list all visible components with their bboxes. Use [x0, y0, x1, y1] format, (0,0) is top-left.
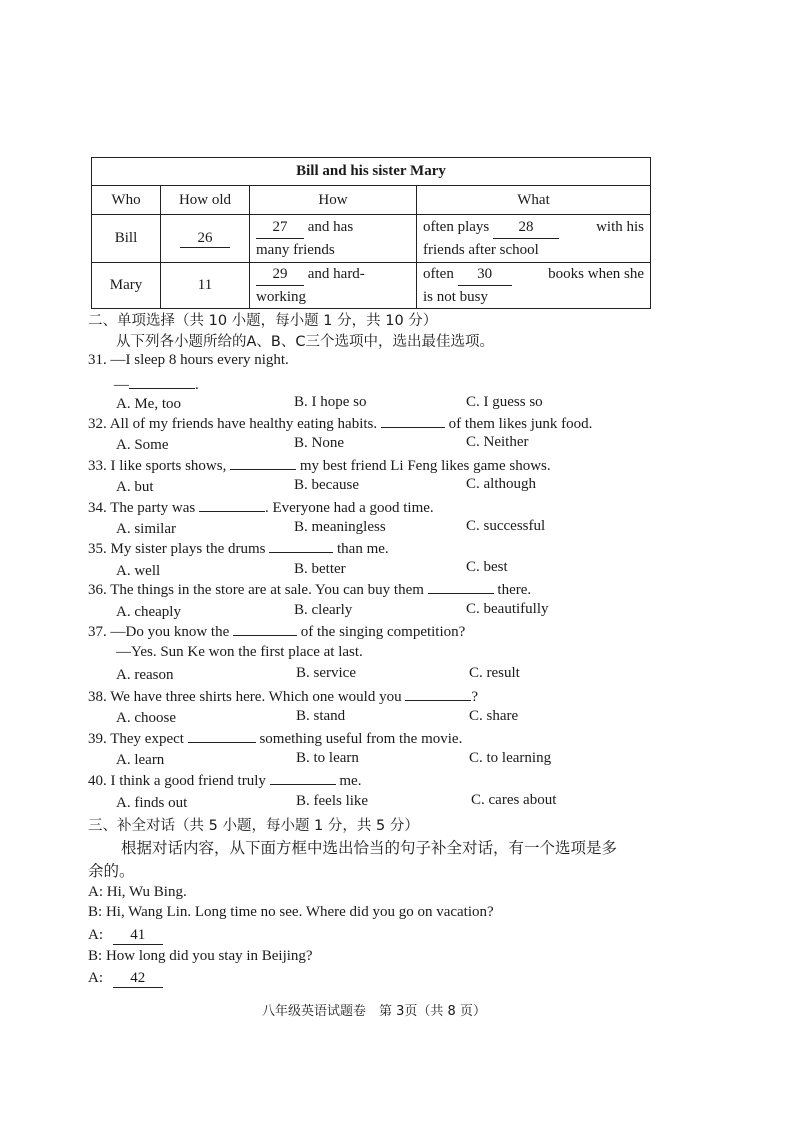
- cell-what: [417, 263, 651, 309]
- option-b: B. to learn: [296, 750, 359, 766]
- page-footer: 八年级英语试题卷 第 3页（共 8 页）: [262, 1004, 486, 1019]
- answer-blank: [129, 374, 195, 389]
- question-number: 39.: [88, 731, 107, 747]
- option-c: C. successful: [466, 518, 546, 534]
- answer-blank: [188, 730, 256, 743]
- answer-blank: [381, 415, 445, 428]
- speaker: A:: [88, 884, 103, 900]
- question-text: They expect: [110, 731, 184, 747]
- question-text: The things in the store are at sale. You can buy them: [110, 582, 424, 598]
- question-text: My sister plays the drums: [110, 541, 266, 557]
- question-39: [88, 730, 462, 748]
- question-31: [88, 352, 289, 369]
- option-b: B. better: [294, 561, 346, 577]
- question-number: 37.: [88, 624, 107, 640]
- question-31-answer-line: [114, 374, 199, 394]
- question-text: my best friend Li Feng likes game shows.: [299, 458, 551, 474]
- question-number: 31.: [88, 352, 107, 368]
- option-c: C. beautifully: [466, 601, 549, 617]
- cell-who: Mary: [92, 263, 161, 309]
- question-32: [88, 415, 592, 433]
- cell-age: 11: [161, 263, 250, 309]
- section3-instruction-cont: 余的。: [88, 862, 135, 880]
- period: .: [195, 377, 199, 393]
- option-c: C. cares about: [471, 792, 557, 808]
- dialogue-line: [88, 904, 494, 921]
- option-c: C. best: [466, 559, 508, 575]
- question-text: there.: [497, 582, 532, 598]
- option-a: A. reason: [116, 667, 174, 683]
- option-a: A. but: [116, 479, 154, 495]
- question-text: I think a good friend truly: [110, 773, 266, 789]
- blank-26: 26: [180, 230, 230, 248]
- blank-30: 30: [458, 263, 512, 286]
- question-text: . Everyone had a good time.: [264, 500, 434, 516]
- dialogue-line: [88, 884, 187, 901]
- header-what: What: [417, 186, 651, 215]
- dialogue-line: [88, 948, 313, 965]
- answer-blank: [199, 499, 265, 512]
- blank-41: 41: [113, 927, 163, 945]
- question-text: ?: [471, 689, 478, 705]
- question-number: 40.: [88, 773, 107, 789]
- option-a: A. Some: [116, 437, 169, 453]
- speaker: A:: [88, 970, 103, 986]
- dialogue-line: [88, 970, 163, 988]
- question-text: of the singing competition?: [300, 624, 466, 640]
- question-35: [88, 540, 389, 558]
- option-a: A. cheaply: [116, 604, 181, 620]
- question-number: 35.: [88, 541, 107, 557]
- how-text: and has: [307, 219, 354, 235]
- question-text: The party was: [110, 500, 196, 516]
- answer-blank: [269, 540, 333, 553]
- option-a: A. well: [116, 563, 161, 579]
- question-33: [88, 457, 551, 475]
- table-row: [92, 215, 651, 263]
- question-34: [88, 499, 434, 517]
- cell-how: [250, 263, 417, 309]
- question-text: than me.: [337, 541, 389, 557]
- option-a: A. choose: [116, 710, 176, 726]
- dialogue-text: How long did you stay in Beijing?: [105, 948, 313, 964]
- question-37: [88, 623, 465, 641]
- section2-instruction: 从下列各小题所给的A、B、C三个选项中，选出最佳选项。: [116, 334, 494, 350]
- table-title: Bill and his sister Mary: [92, 158, 651, 186]
- option-b: B. None: [294, 435, 344, 451]
- header-who: Who: [92, 186, 161, 215]
- cell-age: [161, 215, 250, 263]
- option-b: B. feels like: [296, 793, 369, 809]
- question-text: I like sports shows,: [110, 458, 227, 474]
- blank-42: 42: [113, 970, 163, 988]
- question-text: —Do you know the: [110, 624, 230, 640]
- header-how: How: [250, 186, 417, 215]
- question-number: 34.: [88, 500, 107, 516]
- what-text: often plays: [423, 219, 490, 235]
- question-number: 32.: [88, 416, 107, 432]
- question-36: [88, 581, 531, 599]
- question-text: something useful from the movie.: [259, 731, 463, 747]
- option-a: A. learn: [116, 752, 165, 768]
- how-text: working: [256, 289, 306, 305]
- what-text: with his: [596, 219, 644, 235]
- option-c: C. Neither: [466, 434, 529, 450]
- what-text: friends after school: [423, 242, 539, 258]
- section3-heading: 三、补全对话（共 5 小题，每小题 1 分，共 5 分）: [88, 818, 419, 834]
- question-number: 33.: [88, 458, 107, 474]
- option-b: B. clearly: [294, 602, 353, 618]
- blank-28: 28: [493, 216, 559, 239]
- option-a: A. similar: [116, 521, 176, 537]
- option-c: C. share: [469, 708, 519, 724]
- option-c: C. I guess so: [466, 394, 543, 410]
- section2-heading: 二、单项选择（共 10 小题，每小题 1 分，共 10 分）: [88, 313, 438, 329]
- answer-blank: [270, 772, 336, 785]
- option-b: B. because: [294, 477, 359, 493]
- option-b: B. I hope so: [294, 394, 367, 410]
- speaker: B:: [88, 904, 103, 920]
- speaker: A:: [88, 927, 103, 943]
- dialogue-text: Hi, Wang Lin. Long time no see. Where did you go on vacation?: [105, 904, 494, 920]
- question-37-reply: —Yes. Sun Ke won the first place at last.: [116, 644, 363, 660]
- question-text: —I sleep 8 hours every night.: [110, 352, 289, 368]
- answer-blank: [230, 457, 296, 470]
- answer-blank: [233, 623, 297, 636]
- option-a: A. finds out: [116, 795, 188, 811]
- question-number: 38.: [88, 689, 107, 705]
- blank-27: 27: [256, 216, 304, 239]
- info-table: [91, 157, 651, 309]
- answer-blank: [405, 688, 471, 701]
- dash: —: [114, 377, 129, 393]
- option-c: C. although: [466, 476, 536, 492]
- option-b: B. meaningless: [294, 519, 386, 535]
- question-38: [88, 688, 478, 706]
- option-c: C. result: [469, 665, 520, 681]
- how-text: and hard-: [307, 266, 365, 282]
- question-text: of them likes junk food.: [448, 416, 593, 432]
- what-text: is not busy: [423, 289, 489, 305]
- question-text: We have three shirts here. Which one would you: [110, 689, 402, 705]
- question-number: 36.: [88, 582, 107, 598]
- section3-instruction: 根据对话内容，从下面方框中选出恰当的句子补全对话，有一个选项是多: [121, 839, 618, 857]
- dialogue-line: [88, 927, 163, 945]
- header-how-old: How old: [161, 186, 250, 215]
- table-row: [92, 263, 651, 309]
- cell-who: Bill: [92, 215, 161, 263]
- cell-what: [417, 215, 651, 263]
- question-40: [88, 772, 361, 790]
- what-text: often: [423, 266, 454, 282]
- blank-29: 29: [256, 263, 304, 286]
- what-text: books when she: [548, 266, 644, 282]
- option-a: A. Me, too: [116, 396, 181, 412]
- question-text: me.: [339, 773, 362, 789]
- option-b: B. stand: [296, 708, 346, 724]
- dialogue-text: Hi, Wu Bing.: [106, 884, 187, 900]
- option-c: C. to learning: [469, 750, 552, 766]
- question-text: All of my friends have healthy eating habits.: [109, 416, 378, 432]
- speaker: B:: [88, 948, 103, 964]
- how-text: many friends: [256, 242, 335, 258]
- option-b: B. service: [296, 665, 356, 681]
- cell-how: [250, 215, 417, 263]
- answer-blank: [428, 581, 494, 594]
